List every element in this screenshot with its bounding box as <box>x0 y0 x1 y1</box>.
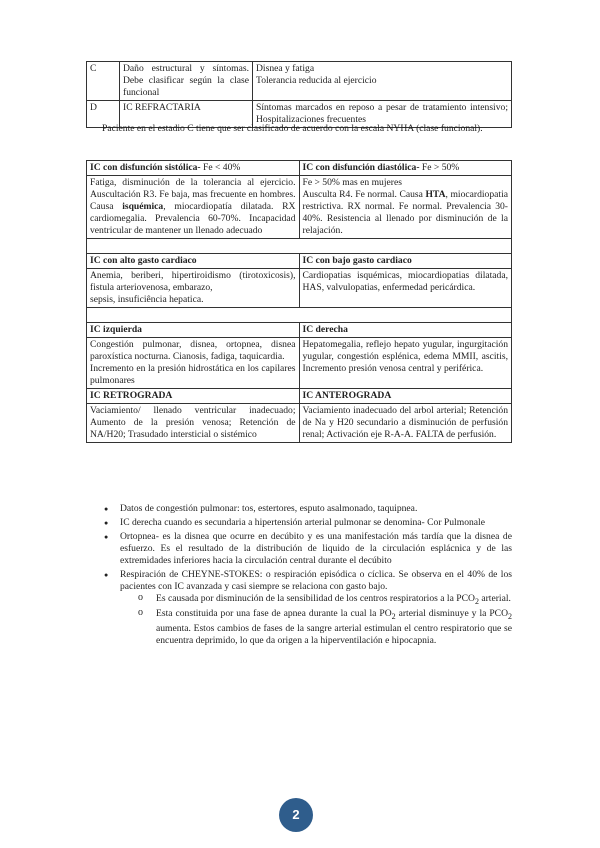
diastolic-title-bold: IC con disfunción diastólica- <box>302 162 420 173</box>
stage-symptoms: Disnea y fatiga Tolerancia reducida al ejercicio <box>253 62 512 101</box>
sub-list-item <box>120 608 512 647</box>
diastolic-body <box>299 176 512 239</box>
right-hf-title: IC derecha <box>299 323 512 338</box>
cheyne-stokes-text: Respiración de CHEYNE-STOKES: o respiración episódica o cíclica. Se observa en el 40% de los pacientes con IC avanzada y casi siempre se relaciona con gasto bajo. <box>120 569 512 592</box>
list-item: ● IC derecha cuando es secundaria a hipertensión arterial pulmonar se denomina- Cor Pulmonale <box>88 517 512 529</box>
table-row <box>87 161 512 176</box>
subscript: 2 <box>391 611 396 621</box>
high-output-title: IC con alto gasto cardiaco <box>87 254 300 269</box>
stage-cell: C <box>87 62 120 101</box>
comparison-table <box>86 160 512 443</box>
right-hf-body: Hepatomegalia, reflejo hepato yugular, ingurgitación yugular, congestión esplénica, edema MMII, ascitis, Incremento presión venosa central y periférica. <box>299 338 512 389</box>
high-output-body: Anemia, beriberi, hipertiroidismo (tirotoxicosis), fistula arteriovenosa, embarazo, sepsis, insuficiência hepatica. <box>87 269 300 308</box>
sub-text: arterial disminuye y la PCO <box>395 607 508 619</box>
notes-list <box>88 503 512 649</box>
table-row <box>87 404 512 443</box>
list-item: ● Datos de congestión pulmonar: tos, estertores, esputo asalmonado, taquipnea. <box>88 503 512 515</box>
systolic-body-text-2: , miocardiopatía dilatada. RX cardiomegalia. Prevalencia 60-70%. Incapacidad ventricular de mantener un llenado adecuado <box>90 201 296 236</box>
sub-text: Es causada por disminución de la sensibilidad de los centros respiratorios a la PCO <box>156 593 475 604</box>
diastolic-body-text-2: , miocardiopatia restrictiva. RX normal. Fe normal. Prevalencia 30-40%. Resistencia al llenado por disminución de la relajación. <box>302 189 508 236</box>
sub-list-item <box>120 593 512 608</box>
systolic-title-rest: Fe < 40% <box>200 162 241 173</box>
systolic-title-bold: IC con disfunción sistólica- <box>90 162 201 173</box>
diastolic-body-text: Fe > 50% mas en mujeres Ausculta R4. Fe normal. Causa <box>302 177 423 200</box>
low-output-body: Cardiopatias isquémicas, miocardiopatias dilatada, HAS, valvulopatias, enfermedad pericárdica. <box>299 269 512 308</box>
diastolic-title <box>299 161 512 176</box>
table-row <box>87 389 512 404</box>
sub-text: aumenta. Estos cambios de fases de la sangre arterial estimulan el centro respiratorio que se encuentra deprimido, lo que da origen a la hiperventilación e hipocapnia. <box>156 622 512 646</box>
list-item: ● Ortopnea- es la disnea que ocurre en decúbito y es una manifestación más tardía que la disnea de esfuerzo. Es el resultado de la distribución de liquido de la circulación esplácnica y de las extremidades inferiores hacia la circulación central durante el decúbito <box>88 531 512 567</box>
anterograde-body: Vaciamiento inadecuado del arbol arterial; Retención de Na y H20 secundario a disminución de perfusión renal; Activación eje R-A-A. FALTA de perfusión. <box>299 404 512 443</box>
subscript: 2 <box>508 611 512 621</box>
stage-description: IC REFRACTARIA <box>120 101 253 128</box>
systolic-body-bold: isquémica <box>122 201 164 212</box>
sub-text: arterial. <box>478 593 511 604</box>
retrograde-title: IC RETROGRADA <box>87 389 300 404</box>
stage-cell: D <box>87 101 120 128</box>
systolic-body <box>87 176 300 239</box>
table-row <box>87 62 512 101</box>
systolic-title <box>87 161 300 176</box>
subscript: 2 <box>474 596 479 606</box>
table-row <box>87 269 512 308</box>
diastolic-title-rest: Fe > 50% <box>419 162 460 173</box>
list-item <box>88 569 512 647</box>
spacer-cell <box>87 308 512 323</box>
table-row <box>87 338 512 389</box>
spacer-cell <box>87 239 512 254</box>
sub-text: Esta constituida por una fase de apnea durante la cual la PO <box>156 607 392 619</box>
table-row <box>87 254 512 269</box>
diastolic-body-bold: HTA <box>425 189 446 200</box>
anterograde-title: IC ANTEROGRADA <box>299 389 512 404</box>
low-output-title: IC con bajo gasto cardiaco <box>299 254 512 269</box>
left-hf-body: Congestión pulmonar, disnea, ortopnea, disnea paroxística nocturna. Cianosis, fadiga, taquicardia. Incremento en la presión hidrostática en los capilares pulmonares <box>87 338 300 389</box>
table-spacer <box>87 239 512 254</box>
retrograde-body: Vaciamiento/ llenado ventricular inadecuado; Aumento de la presión venosa; Retención de NA/H20; Trasudado intersticial o sistémico <box>87 404 300 443</box>
stage-symptoms: Síntomas marcados en reposo a pesar de tratamiento intensivo; Hospitalizaciones frecuentes <box>253 101 512 128</box>
table-row <box>87 323 512 338</box>
page-number-badge: 2 <box>279 798 313 832</box>
sub-list <box>120 593 512 647</box>
table-spacer <box>87 308 512 323</box>
left-hf-title: IC izquierda <box>87 323 300 338</box>
table-row <box>87 176 512 239</box>
systolic-body-text: Fatiga, disminución de la tolerancia al ejercicio. Auscultación R3. Fe baja, mas frecuente en hombres. Causa <box>90 177 296 212</box>
stage-description: Daño estructural y síntomas. Debe clasificar según la clase funcional <box>120 62 253 101</box>
stage-table <box>86 61 512 128</box>
intro-paragraph: Paciente en el estadio C tiene que ser clasificado de acuerdo con la escala NYHA (clase funcional). <box>102 123 483 134</box>
